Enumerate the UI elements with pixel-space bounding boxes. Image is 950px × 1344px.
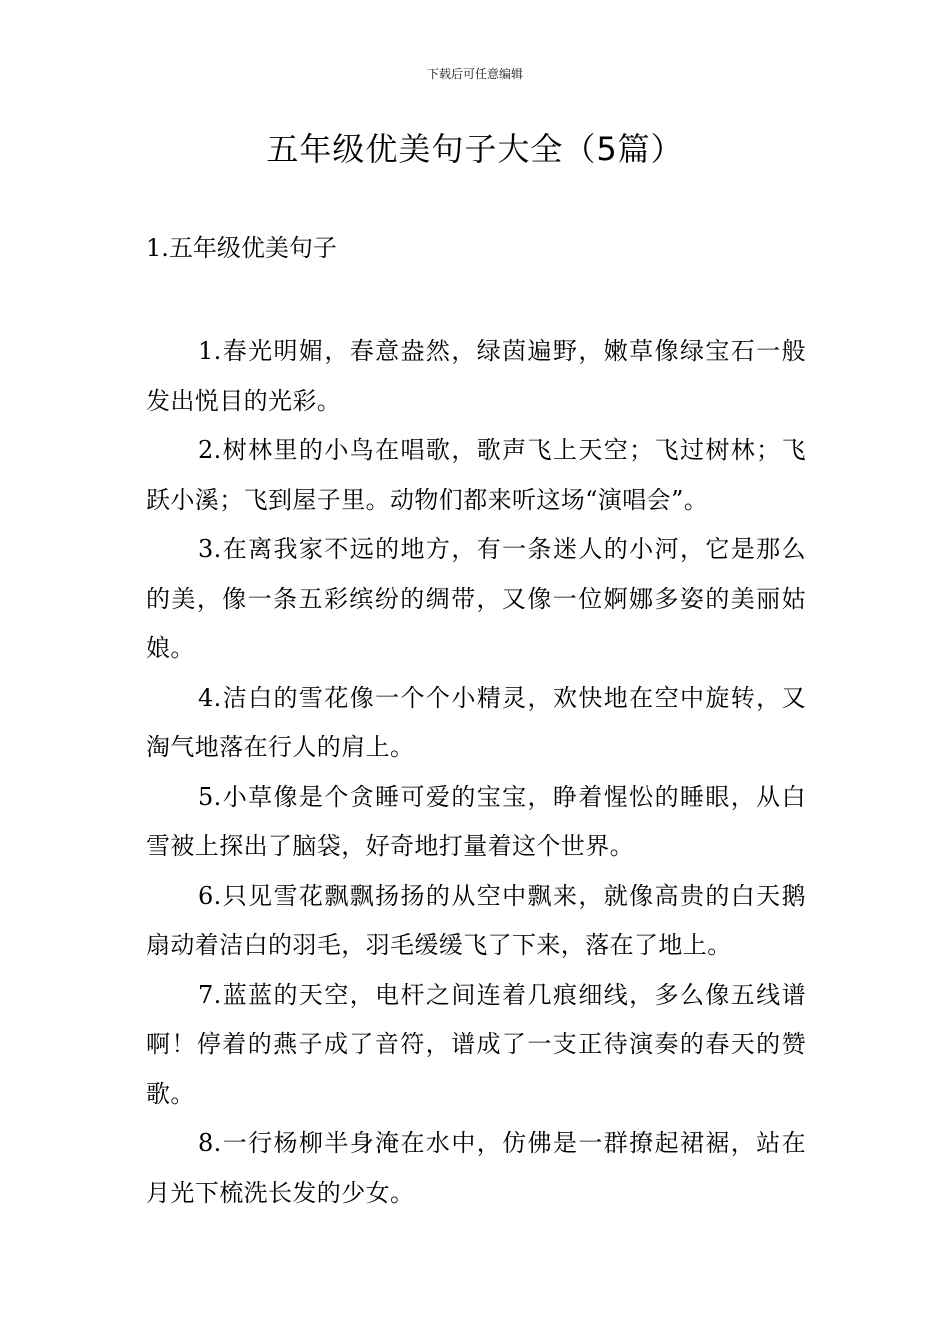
- paragraph: 4.洁白的雪花像一个个小精灵，欢快地在空中旋转，又淘气地落在行人的肩上。: [146, 683, 806, 761]
- paragraph: 8.一行杨柳半身淹在水中，仿佛是一群撩起裙裾，站在月光下梳洗长发的少女。: [146, 1129, 806, 1207]
- paragraph: 2.树林里的小鸟在唱歌，歌声飞上天空；飞过树林；飞跃小溪；飞到屋子里。动物们都来听这场“演唱会”。: [146, 436, 806, 514]
- header-note: 下载后可任意编辑: [426, 67, 523, 81]
- paragraph: 7.蓝蓝的天空，电杆之间连着几痕细线，多么像五线谱啊！停着的燕子成了音符，谱成了一支正待演奏的春天的赞歌。: [146, 980, 806, 1108]
- paragraph: 5.小草像是个贪睡可爱的宝宝，睁着惺忪的睡眼，从白雪被上探出了脑袋，好奇地打量着这个世界。: [146, 782, 806, 860]
- section-heading: 1.五年级优美句子: [146, 234, 337, 262]
- document-body: [146, 327, 806, 1218]
- page-title: 五年级优美句子大全（5篇）: [266, 130, 684, 168]
- paragraph: 6.只见雪花飘飘扬扬的从空中飘来，就像高贵的白天鹅扇动着洁白的羽毛，羽毛缓缓飞了下来，落在了地上。: [146, 881, 806, 959]
- paragraph: 3.在离我家不远的地方，有一条迷人的小河，它是那么的美，像一条五彩缤纷的绸带，又像一位婀娜多姿的美丽姑娘。: [146, 535, 806, 662]
- paragraph: 1.春光明媚，春意盎然，绿茵遍野，嫩草像绿宝石一般发出悦目的光彩。: [146, 337, 806, 415]
